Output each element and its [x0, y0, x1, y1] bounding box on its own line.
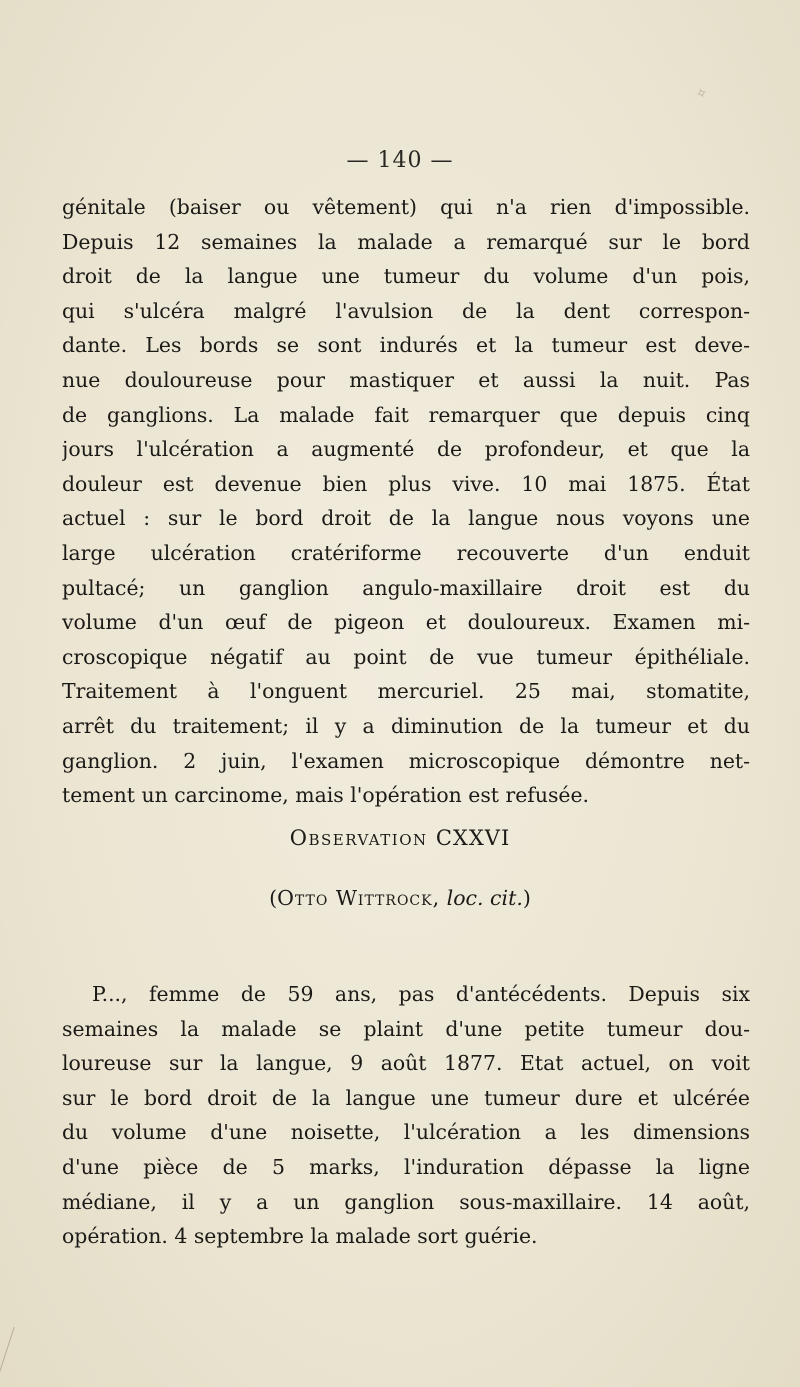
text-line: jours l'ulcération a augmenté de profondeur, et que la: [62, 437, 750, 462]
source-reference: loc. cit.: [446, 886, 523, 910]
text-line: dante. Les bords se sont indurés et la tumeur est deve-: [62, 333, 750, 358]
text-line: droit de la langue une tumeur du volume d'un pois,: [62, 264, 750, 289]
text-line: pultacé; un ganglion angulo-maxillaire droit est du: [62, 575, 750, 600]
observation-number: CXXVI: [435, 826, 511, 850]
observation-source: [0, 886, 800, 910]
text-line: sur le bord droit de la langue une tumeur dure et ulcérée: [62, 1085, 750, 1110]
text-line: loureuse sur la langue, 9 août 1877. Etat actuel, on voit: [62, 1051, 750, 1076]
text-line: volume d'un œuf de pigeon et douloureux. Examen mi-: [62, 610, 750, 635]
observation-title: [0, 826, 800, 850]
text-line: arrêt du traitement; il y a diminution de la tumeur et du: [62, 713, 750, 738]
page-number: — 140 —: [346, 148, 454, 173]
text-line: croscopique négatif au point de vue tumeur épithéliale.: [62, 644, 750, 669]
text-line: large ulcération cratériforme recouverte d'un enduit: [62, 540, 750, 565]
text-line: qui s'ulcéra malgré l'avulsion de la dent correspon-: [62, 298, 750, 323]
ink-mark: ✧: [693, 84, 711, 104]
text-line: semaines la malade se plaint d'une petite tumeur dou-: [62, 1016, 750, 1041]
text-line: Depuis 12 semaines la malade a remarqué sur le bord: [62, 229, 750, 254]
text-line: d'une pièce de 5 marks, l'induration dépasse la ligne: [62, 1154, 750, 1179]
text-line: actuel : sur le bord droit de la langue nous voyons une: [62, 506, 750, 531]
text-line: P..., femme de 59 ans, pas d'antécédents. Depuis six: [92, 982, 750, 1006]
text-line: génitale (baiser ou vêtement) qui n'a rien d'impossible.: [62, 195, 750, 219]
text-line: Traitement à l'onguent mercuriel. 25 mai, stomatite,: [62, 679, 750, 704]
text-line: ganglion. 2 juin, l'examen microscopique démontre net-: [62, 748, 750, 773]
source-author: Otto Wittrock,: [277, 886, 441, 910]
text-line: opération. 4 septembre la malade sort guérie.: [62, 1224, 538, 1249]
text-line: médiane, il y a un ganglion sous-maxillaire. 14 août,: [62, 1189, 750, 1214]
text-line: tement un carcinome, mais l'opération est refusée.: [62, 783, 590, 808]
observation-paragraph: [62, 977, 750, 1254]
text-line: nue douloureuse pour mastiquer et aussi la nuit. Pas: [62, 367, 750, 392]
text-line: de ganglions. La malade fait remarquer que depuis cinq: [62, 402, 750, 427]
paragraph-continuation: [62, 190, 750, 813]
observation-label: Observation: [289, 826, 428, 850]
source-close-paren: ): [522, 886, 531, 910]
pencil-mark: [0, 1327, 37, 1387]
text-line: du volume d'une noisette, l'ulcération a les dimensions: [62, 1120, 750, 1145]
source-open-paren: (: [269, 886, 278, 910]
text-line: douleur est devenue bien plus vive. 10 mai 1875. État: [62, 471, 750, 496]
